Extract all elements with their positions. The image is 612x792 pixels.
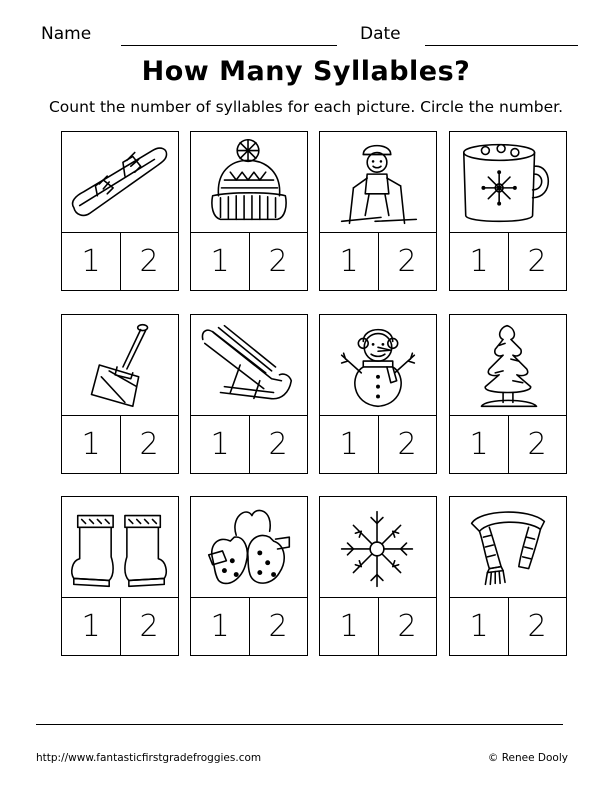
option-2[interactable]: 2 bbox=[527, 243, 547, 279]
option-1[interactable]: 1 bbox=[191, 232, 250, 290]
mittens-icon bbox=[191, 497, 307, 598]
snow-boots-icon bbox=[62, 497, 178, 598]
syllable-card bbox=[319, 496, 437, 656]
footer-divider bbox=[36, 724, 563, 725]
date-label: Date bbox=[360, 24, 401, 44]
syllable-card bbox=[190, 314, 308, 474]
footer-credit: © Renee Dooly bbox=[487, 752, 568, 764]
syllable-card bbox=[449, 496, 567, 656]
skier-icon bbox=[320, 132, 436, 233]
snowboard-icon bbox=[62, 132, 178, 233]
option-2[interactable]: 2 bbox=[268, 608, 288, 644]
option-2[interactable]: 2 bbox=[527, 426, 547, 462]
syllable-card bbox=[449, 131, 567, 291]
snowman-icon bbox=[320, 315, 436, 416]
option-1[interactable]: 1 bbox=[450, 415, 509, 473]
snowy-tree-icon bbox=[450, 315, 566, 416]
option-2[interactable]: 2 bbox=[268, 426, 288, 462]
option-2[interactable]: 2 bbox=[139, 243, 159, 279]
date-line[interactable] bbox=[425, 45, 578, 46]
option-2[interactable]: 2 bbox=[139, 426, 159, 462]
syllable-card bbox=[319, 131, 437, 291]
option-1[interactable]: 1 bbox=[320, 597, 379, 655]
instructions: Count the number of syllables for each picture. Circle the number. bbox=[48, 98, 563, 116]
syllable-card bbox=[449, 314, 567, 474]
cocoa-mug-icon bbox=[450, 132, 566, 233]
snow-shovel-icon bbox=[62, 315, 178, 416]
winter-hat-icon bbox=[191, 132, 307, 233]
option-2[interactable]: 2 bbox=[527, 608, 547, 644]
syllable-card bbox=[61, 131, 179, 291]
option-1[interactable]: 1 bbox=[320, 232, 379, 290]
option-2[interactable]: 2 bbox=[268, 243, 288, 279]
option-1[interactable]: 1 bbox=[62, 415, 121, 473]
snowflake-icon bbox=[320, 497, 436, 598]
syllable-card bbox=[190, 131, 308, 291]
option-1[interactable]: 1 bbox=[450, 597, 509, 655]
syllable-card bbox=[190, 496, 308, 656]
option-1[interactable]: 1 bbox=[450, 232, 509, 290]
syllable-card bbox=[319, 314, 437, 474]
option-1[interactable]: 1 bbox=[62, 232, 121, 290]
syllable-card bbox=[61, 496, 179, 656]
option-1[interactable]: 1 bbox=[62, 597, 121, 655]
name-label: Name bbox=[41, 24, 92, 44]
footer-url[interactable]: http://www.fantasticfirstgradefroggies.com bbox=[36, 752, 262, 764]
option-1[interactable]: 1 bbox=[320, 415, 379, 473]
sled-icon bbox=[191, 315, 307, 416]
option-2[interactable]: 2 bbox=[397, 243, 417, 279]
page-title: How Many Syllables? bbox=[141, 56, 471, 87]
option-2[interactable]: 2 bbox=[139, 608, 159, 644]
option-2[interactable]: 2 bbox=[397, 608, 417, 644]
option-1[interactable]: 1 bbox=[191, 597, 250, 655]
name-line[interactable] bbox=[121, 45, 337, 46]
scarf-icon bbox=[450, 497, 566, 598]
option-1[interactable]: 1 bbox=[191, 415, 250, 473]
option-2[interactable]: 2 bbox=[397, 426, 417, 462]
syllable-card bbox=[61, 314, 179, 474]
